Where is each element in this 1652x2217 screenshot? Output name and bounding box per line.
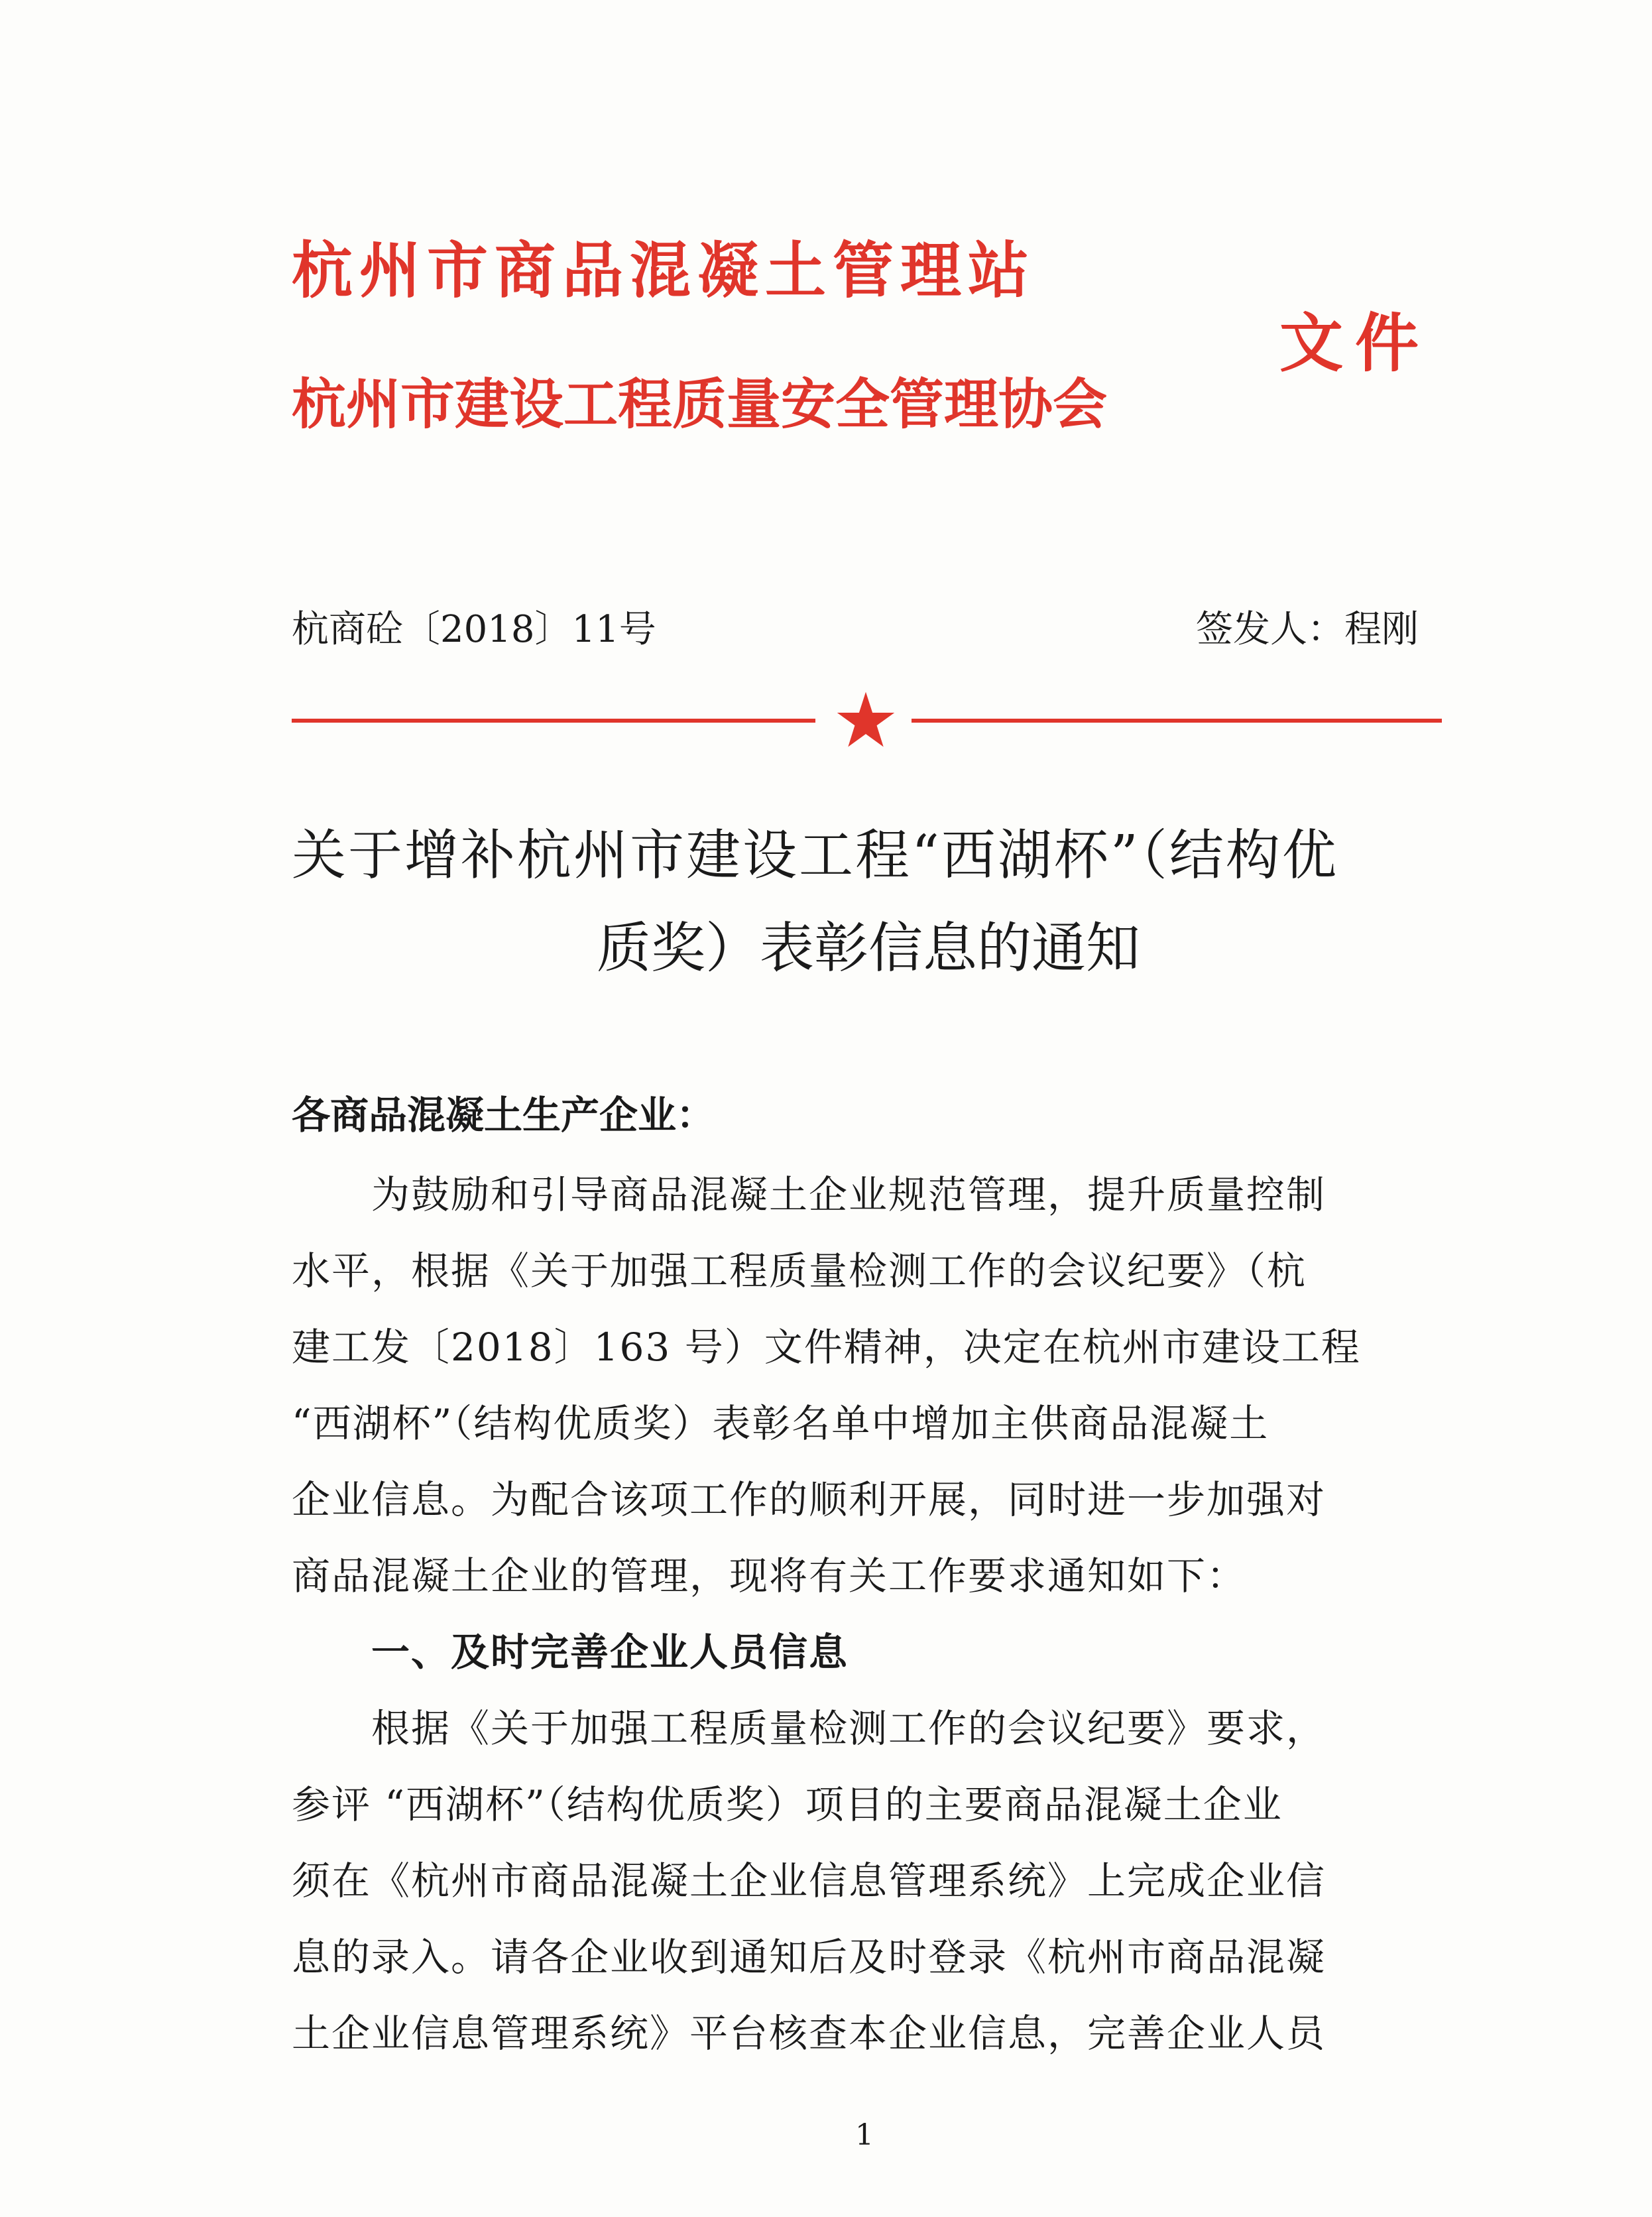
salutation: 各商品混凝土生产企业： [292,1093,715,1138]
body-line: 须在《杭州市商品混凝土企业信息管理系统》上完成企业信 [292,1858,1327,1903]
red-rule-left [292,719,815,723]
body-line: 水平，根据《关于加强工程质量检测工作的会议纪要》（杭 [292,1248,1307,1293]
body-line: 根据《关于加强工程质量检测工作的会议纪要》要求， [371,1706,1327,1751]
body-line: “西湖杯”（结构优质奖）表彰名单中增加主供商品混凝土 [292,1401,1269,1446]
issuer-name-2: 杭州市建设工程质量安全管理协会 [292,373,1108,436]
document-label: 文件 [1279,306,1431,381]
section-heading: 一、及时完善企业人员信息 [371,1630,849,1675]
signer: 签发人：程刚 [1196,608,1419,651]
star-icon [835,689,896,750]
body-line: 参评 “西湖杯”（结构优质奖）项目的主要商品混凝土企业 [292,1782,1283,1827]
notice-title-line-1: 关于增补杭州市建设工程“西湖杯”（结构优 [292,824,1338,887]
body-line: 土企业信息管理系统》平台核查本企业信息，完善企业人员 [292,2011,1327,2056]
body-line: 企业信息。为配合该项工作的顺利开展，同时进一步加强对 [292,1477,1327,1522]
red-rule-right [912,719,1442,723]
body-line: 息的录入。请各企业收到通知后及时登录《杭州市商品混凝 [292,1935,1327,1980]
body-line: 为鼓励和引导商品混凝土企业规范管理，提升质量控制 [371,1172,1327,1217]
issuer-name-1: 杭州市商品混凝土管理站 [292,235,1036,306]
page-number: 1 [855,2118,874,2152]
body-line: 建工发〔2018〕163 号）文件精神，决定在杭州市建设工程 [292,1325,1361,1370]
document-number: 杭商砼〔2018〕11号 [292,608,656,651]
body-line: 商品混凝土企业的管理，现将有关工作要求通知如下： [292,1553,1247,1598]
notice-title-line-2: 质奖）表彰信息的通知 [596,917,1140,980]
document-info-row [292,600,1419,653]
